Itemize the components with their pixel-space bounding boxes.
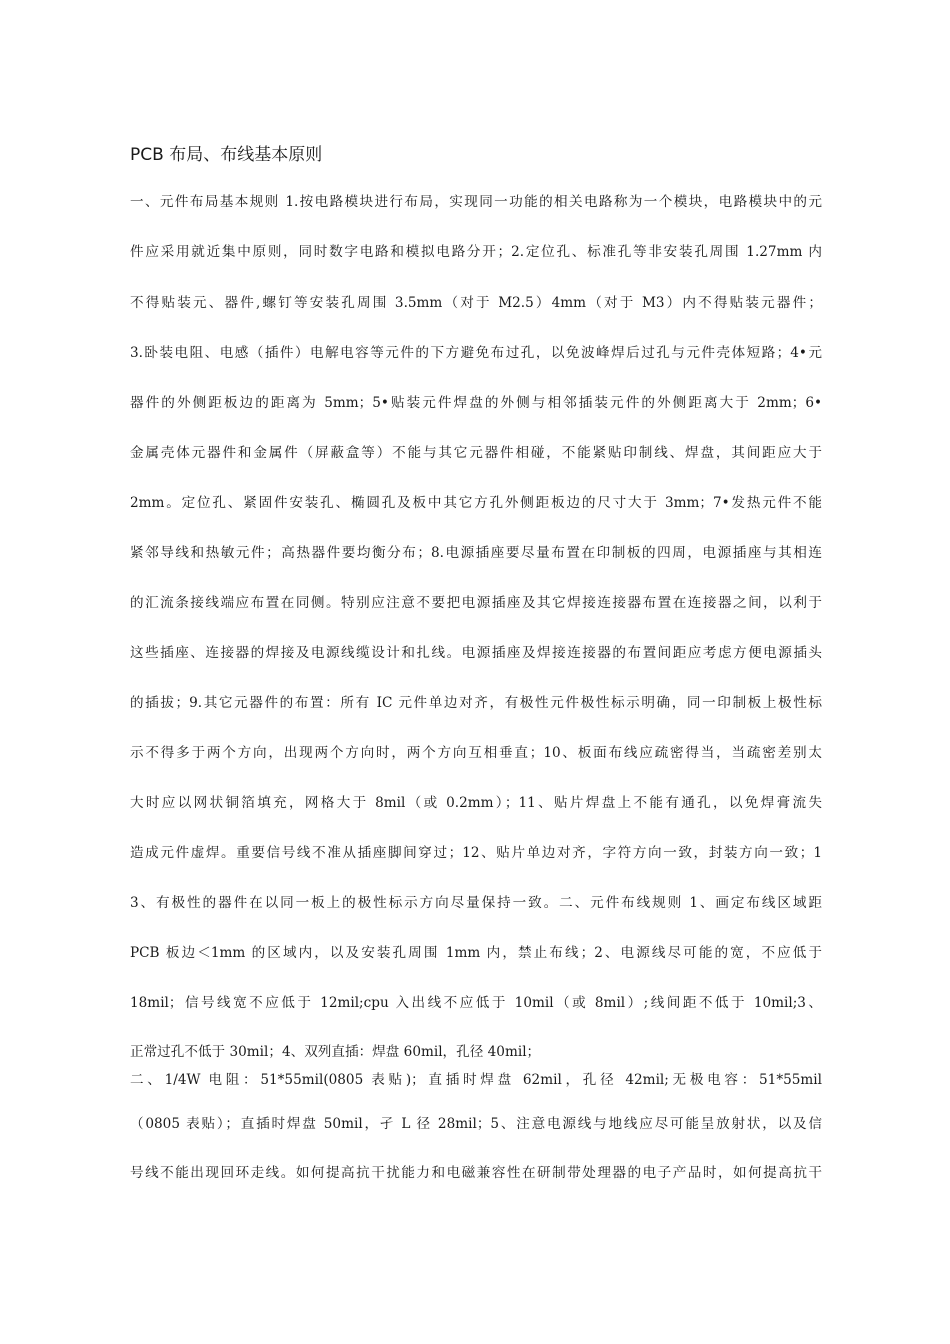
paragraph-line: 器件的外侧距板边的距离为 5mm；5•贴装元件焊盘的外侧与相邻插装元件的外侧距离大于 2mm；6• xyxy=(130,395,822,411)
paragraph-line: 示不得多于两个方向，出现两个方向时，两个方向互相垂直；10、板面布线应疏密得当，当疏密差别太 xyxy=(130,745,822,761)
paragraph-line: PCB 板边＜1mm 的区域内，以及安装孔周围 1mm 内，禁止布线；2、电源线尽可能的宽，不应低于 xyxy=(130,945,822,961)
paragraph-line: 大时应以网状铜箔填充，网格大于 8mil（或 0.2mm）；11、贴片焊盘上不能有通孔，以免焊膏流失 xyxy=(130,795,822,811)
paragraph-line: 18mil；信号线宽不应低于 12mil;cpu 入出线不应低于 10mil（或 8mil）;线间距不低于 10mil;3、 xyxy=(130,995,822,1011)
paragraph-line: 金属壳体元器件和金属件（屏蔽盒等）不能与其它元器件相碰，不能紧贴印制线、焊盘，其间距应大于 xyxy=(130,445,822,461)
paragraph-line: 正常过孔不低于 30mil；4、双列直插：焊盘 60mil，孔径 40mil； xyxy=(130,1044,541,1060)
paragraph-line: 一、元件布局基本规则 1.按电路模块进行布局，实现同一功能的相关电路称为一个模块，电路模块中的元 xyxy=(130,194,822,210)
paragraph-line: 3、有极性的器件在以同一板上的极性标示方向尽量保持一致。二、元件布线规则 1、画定布线区域距 xyxy=(130,895,822,911)
page-title: PCB 布局、布线基本原则 xyxy=(130,145,323,165)
paragraph-line: 这些插座、连接器的焊接及电源线缆设计和扎线。电源插座及焊接连接器的布置间距应考虑方便电源插头 xyxy=(130,645,822,661)
paragraph-line: 的汇流条接线端应布置在同侧。特别应注意不要把电源插座及其它焊接连接器布置在连接器之间，以利于 xyxy=(130,595,822,611)
paragraph-line: 2mm。定位孔、紧固件安装孔、椭圆孔及板中其它方孔外侧距板边的尺寸大于 3mm；7•发热元件不能 xyxy=(130,495,822,511)
paragraph-line: 的插拔；9.其它元器件的布置：所有 IC 元件单边对齐，有极性元件极性标示明确，同一印制板上极性标 xyxy=(130,695,822,711)
paragraph-line: 紧邻导线和热敏元件；高热器件要均衡分布；8.电源插座要尽量布置在印制板的四周，电源插座与其相连 xyxy=(130,545,822,561)
paragraph-line: 造成元件虚焊。重要信号线不准从插座脚间穿过；12、贴片单边对齐，字符方向一致，封装方向一致；1 xyxy=(130,845,822,861)
paragraph-line: 不得贴装元、器件,螺钉等安装孔周围 3.5mm（对于 M2.5）4mm（对于 M3）内不得贴装元器件； xyxy=(130,295,822,311)
paragraph-line: 二、1/4W 电阻：51*55mil(0805 表贴)；直插时焊盘 62mil，孔径 42mil;无极电容：51*55mil xyxy=(130,1072,822,1088)
paragraph-line: 3.卧装电阻、电感（插件）电解电容等元件的下方避免布过孔，以免波峰焊后过孔与元件壳体短路；4•元 xyxy=(130,345,822,361)
paragraph-line: （0805 表贴）；直插时焊盘 50mil，孑 L 径 28mil；5、注意电源线与地线应尽可能呈放射状，以及信 xyxy=(130,1116,822,1132)
paragraph-line: 号线不能出现回环走线。如何提高抗干扰能力和电磁兼容性在研制带处理器的电子产品时，如何提高抗干 xyxy=(130,1165,822,1181)
paragraph-line: 件应采用就近集中原则，同时数字电路和模拟电路分开；2.定位孔、标准孔等非安装孔周围 1.27mm 内 xyxy=(130,244,822,260)
